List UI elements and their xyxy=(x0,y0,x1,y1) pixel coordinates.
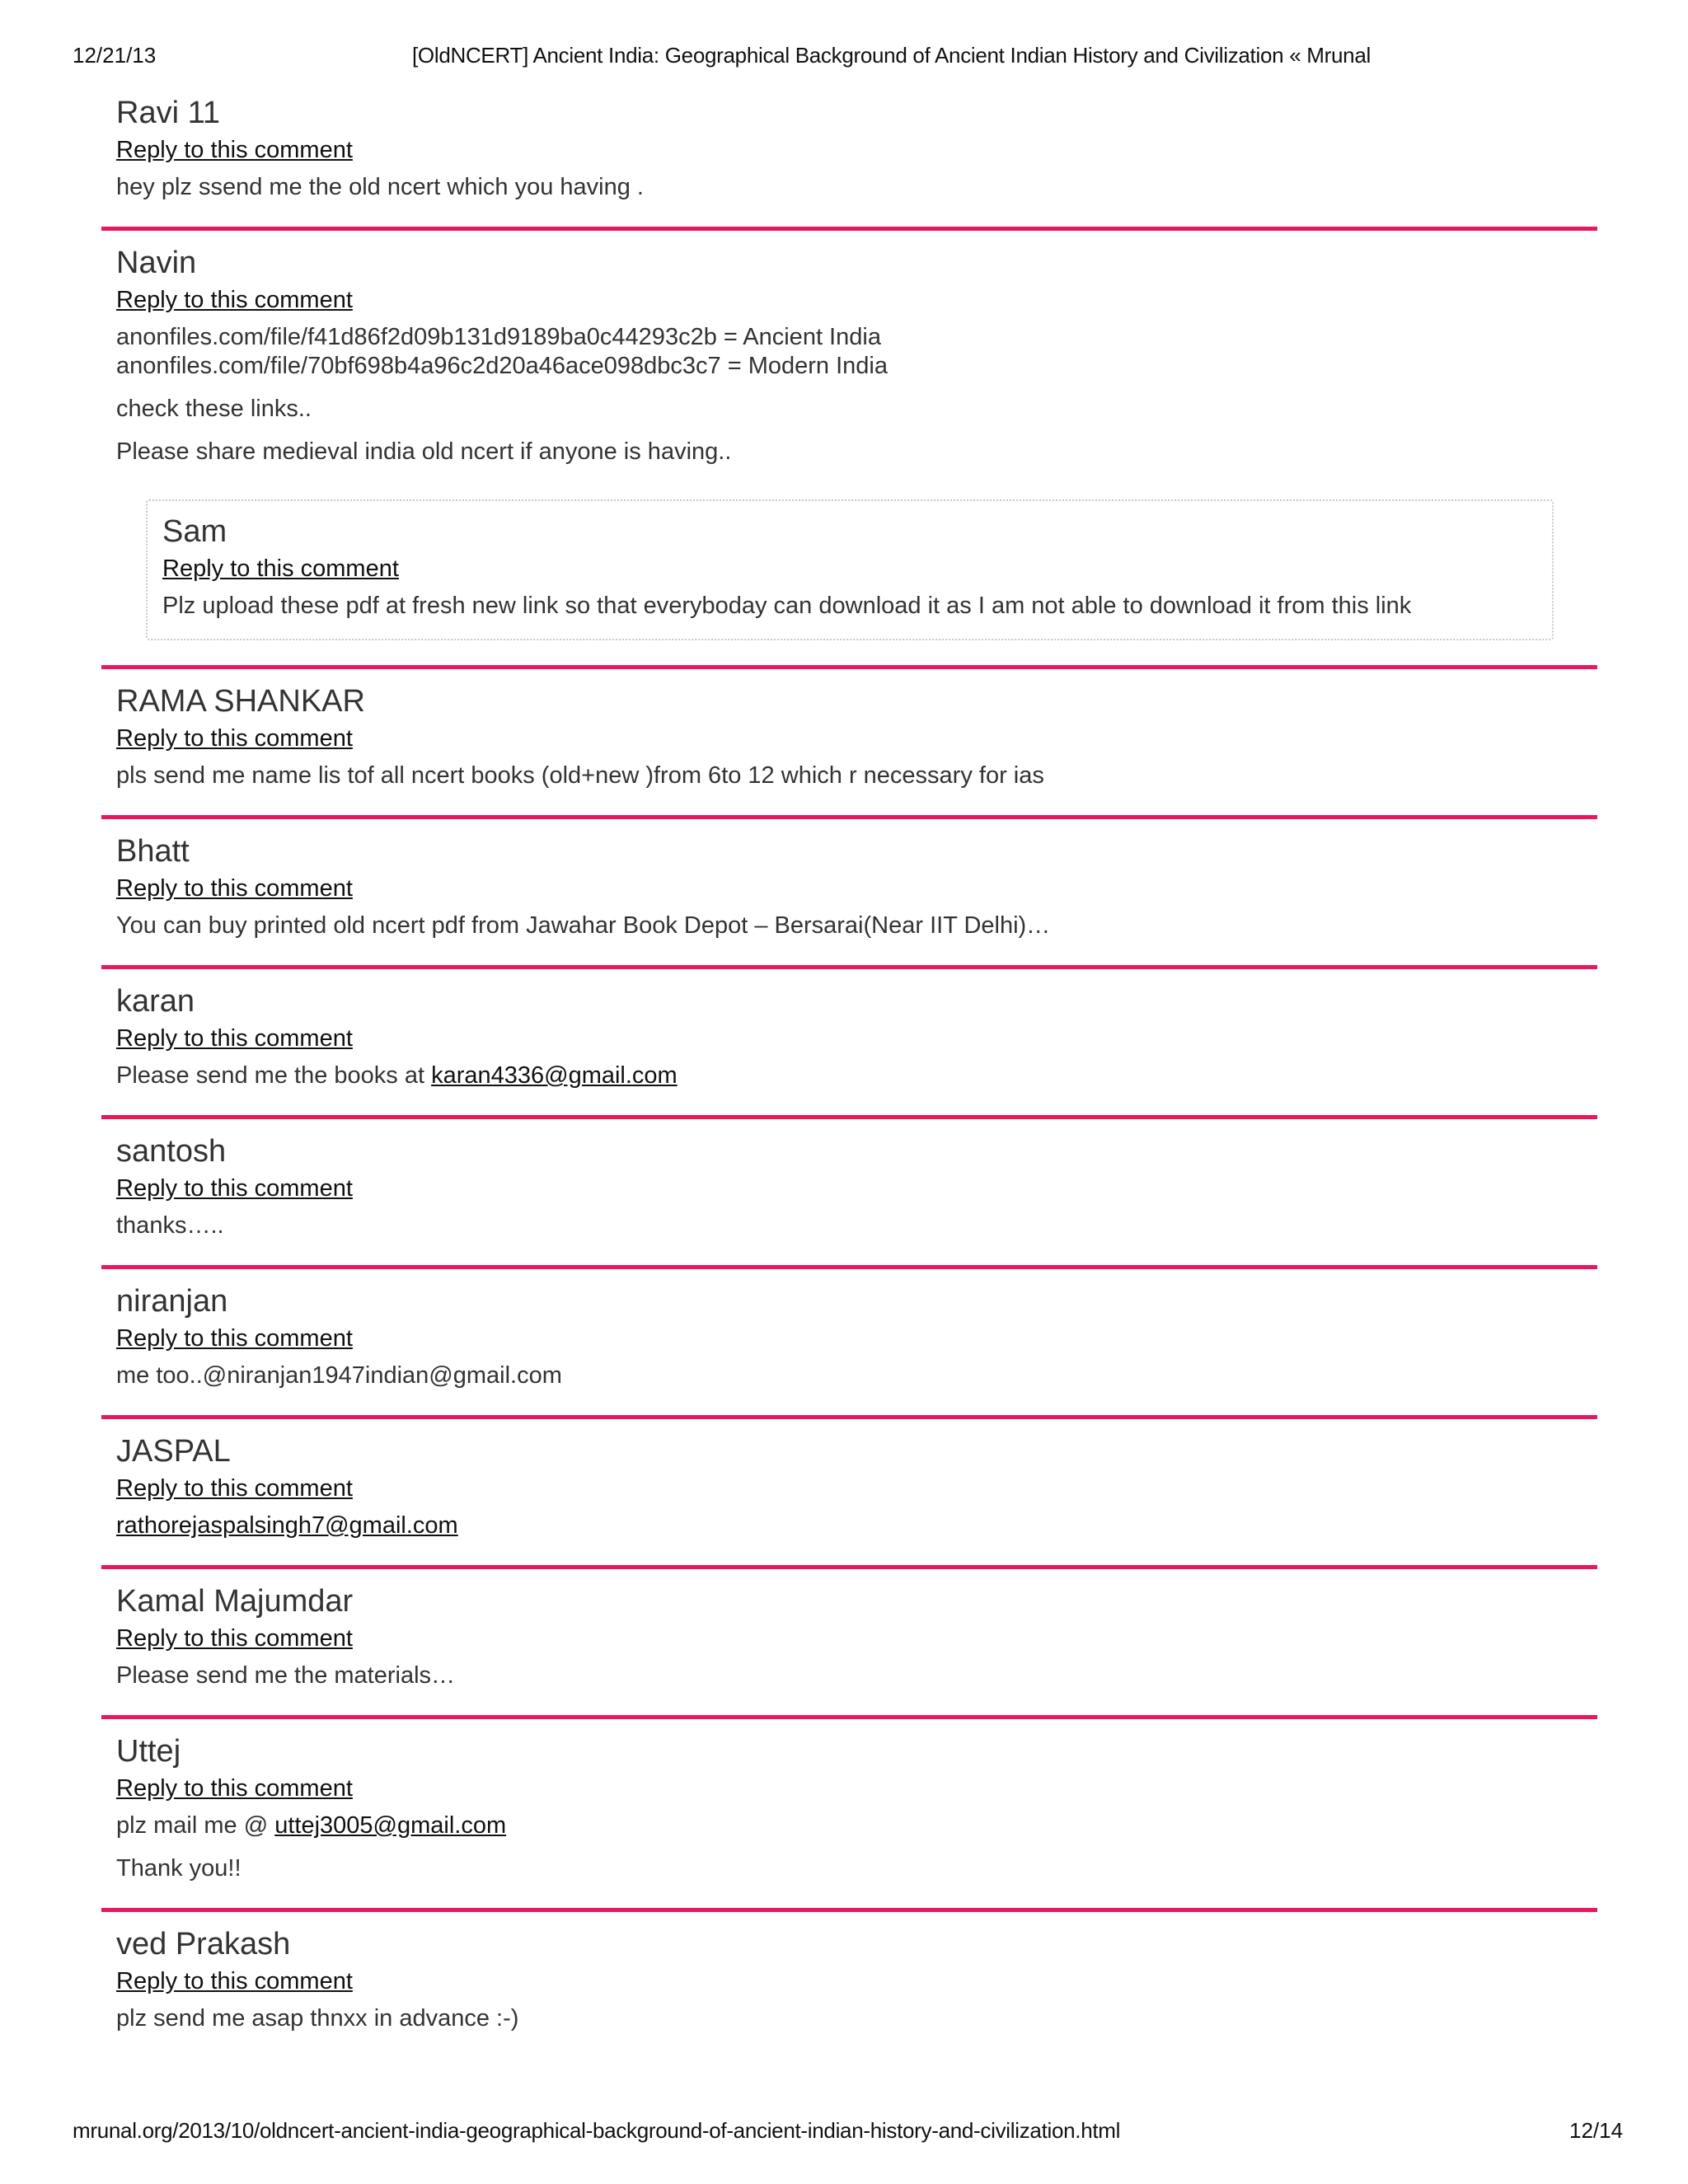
comment-body xyxy=(116,1511,1582,1540)
nested-reply xyxy=(146,499,1554,640)
comment xyxy=(101,227,1597,640)
comment-list xyxy=(101,89,1597,2033)
email-link[interactable]: uttej3005@gmail.com xyxy=(274,1812,507,1839)
reply-link[interactable]: Reply to this comment xyxy=(116,1475,353,1502)
comment-text-span: pls send me name lis tof all ncert books (old+new )from 6to 12 which r necessary for ias xyxy=(116,762,1044,789)
comment-text-span: check these links.. xyxy=(116,396,312,422)
comment-text xyxy=(116,395,1582,424)
comment xyxy=(101,1908,1597,2033)
reply-link[interactable]: Reply to this comment xyxy=(116,1625,353,1652)
comment-text xyxy=(116,912,1582,940)
comment-author: Kamal Majumdar xyxy=(116,1584,354,1619)
comment-text xyxy=(162,592,1537,621)
reply-link[interactable]: Reply to this comment xyxy=(116,1968,353,1994)
comment-author: karan xyxy=(116,984,195,1019)
comment-text-span: Plz upload these pdf at fresh new link so that everyboday can download it as I am not able to download it from this link xyxy=(162,593,1412,619)
comment-text-line: anonfiles.com/file/70bf698b4a96c2d20a46ace098dbc3c7 = Modern India xyxy=(116,353,888,379)
comment xyxy=(101,1715,1597,1883)
comment-body xyxy=(116,2004,1582,2033)
page-title: [OldNCERT] Ancient India: Geographical Background of Ancient Indian History and Civilization « Mrunal xyxy=(412,43,1371,68)
comment-text-span: You can buy printed old ncert pdf from Jawahar Book Depot – Bersarai(Near IIT Delhi)… xyxy=(116,912,1051,939)
reply-link[interactable]: Reply to this comment xyxy=(116,1025,353,1052)
reply-link[interactable]: Reply to this comment xyxy=(116,287,353,313)
comment-author: Navin xyxy=(116,246,197,280)
comment-text-span: Please send me the materials… xyxy=(116,1662,456,1689)
comment-body xyxy=(116,762,1582,790)
comment-text-span: Please send me the books at xyxy=(116,1062,432,1089)
comment xyxy=(101,665,1597,790)
print-header xyxy=(0,43,1688,76)
comment-author: Sam xyxy=(162,514,227,549)
page-number: 12/14 xyxy=(1569,2118,1624,2143)
comment-text-span: me too..@niranjan1947indian@gmail.com xyxy=(116,1362,562,1389)
comment-text-span: hey plz ssend me the old ncert which you having . xyxy=(116,174,644,200)
reply-link[interactable]: Reply to this comment xyxy=(116,875,353,902)
comment-body xyxy=(116,323,1582,466)
comment-author: Uttej xyxy=(116,1734,181,1769)
comment-text-span: plz send me asap thnxx in advance :-) xyxy=(116,2005,519,2032)
comment-author: Bhatt xyxy=(116,834,190,869)
print-date: 12/21/13 xyxy=(73,43,157,68)
comment-text xyxy=(116,1661,1582,1690)
comment xyxy=(101,89,1597,202)
comment-author: RAMA SHANKAR xyxy=(116,684,365,719)
comment-body xyxy=(116,912,1582,940)
comment xyxy=(101,1415,1597,1540)
comment-body xyxy=(116,1661,1582,1690)
comment-body xyxy=(116,1062,1582,1090)
comment-text xyxy=(116,173,1582,202)
comment xyxy=(101,815,1597,940)
print-footer xyxy=(0,2118,1688,2151)
comment-text xyxy=(116,323,1582,381)
comment-author: JASPAL xyxy=(116,1434,231,1469)
email-link[interactable]: rathorejaspalsingh7@gmail.com xyxy=(116,1512,458,1539)
comment-text xyxy=(116,1811,1582,1840)
comment-text xyxy=(116,762,1582,790)
comment-text xyxy=(116,1212,1582,1240)
comment-text xyxy=(116,1854,1582,1883)
comment-body xyxy=(116,1361,1582,1390)
comment-text-span: plz mail me @ xyxy=(116,1812,275,1839)
comment-text xyxy=(116,1062,1582,1090)
reply-link[interactable]: Reply to this comment xyxy=(116,1775,353,1802)
comment-text-span: thanks….. xyxy=(116,1212,224,1239)
comment-text-span: Please share medieval india old ncert if anyone is having.. xyxy=(116,438,732,465)
page-url: mrunal.org/2013/10/oldncert-ancient-india-geographical-background-of-ancient-indian-history-and-civilization.html xyxy=(73,2118,1121,2143)
comment-body xyxy=(116,173,1582,202)
comment xyxy=(101,1265,1597,1390)
reply-link[interactable]: Reply to this comment xyxy=(162,555,399,582)
comment-text-span: Thank you!! xyxy=(116,1855,241,1882)
email-link[interactable]: karan4336@gmail.com xyxy=(431,1062,678,1089)
reply-link[interactable]: Reply to this comment xyxy=(116,725,353,752)
comment-text xyxy=(116,2004,1582,2033)
comment xyxy=(101,1115,1597,1240)
comment-author: Ravi 11 xyxy=(116,96,221,130)
comment-body xyxy=(162,592,1537,621)
comment-text xyxy=(116,1361,1582,1390)
comment xyxy=(101,965,1597,1090)
comment-text-line: anonfiles.com/file/f41d86f2d09b131d9189ba0c44293c2b = Ancient India xyxy=(116,324,881,350)
reply-link[interactable]: Reply to this comment xyxy=(116,1175,353,1202)
comment-body xyxy=(116,1811,1582,1883)
comment-text xyxy=(116,1511,1582,1540)
comment-author: santosh xyxy=(116,1134,227,1169)
reply-link[interactable]: Reply to this comment xyxy=(116,137,353,163)
comment-author: ved Prakash xyxy=(116,1927,291,1961)
comment-text xyxy=(116,438,1582,466)
comment-author: niranjan xyxy=(116,1284,228,1319)
reply-link[interactable]: Reply to this comment xyxy=(116,1325,353,1352)
comment-body xyxy=(116,1212,1582,1240)
comment xyxy=(101,1565,1597,1690)
